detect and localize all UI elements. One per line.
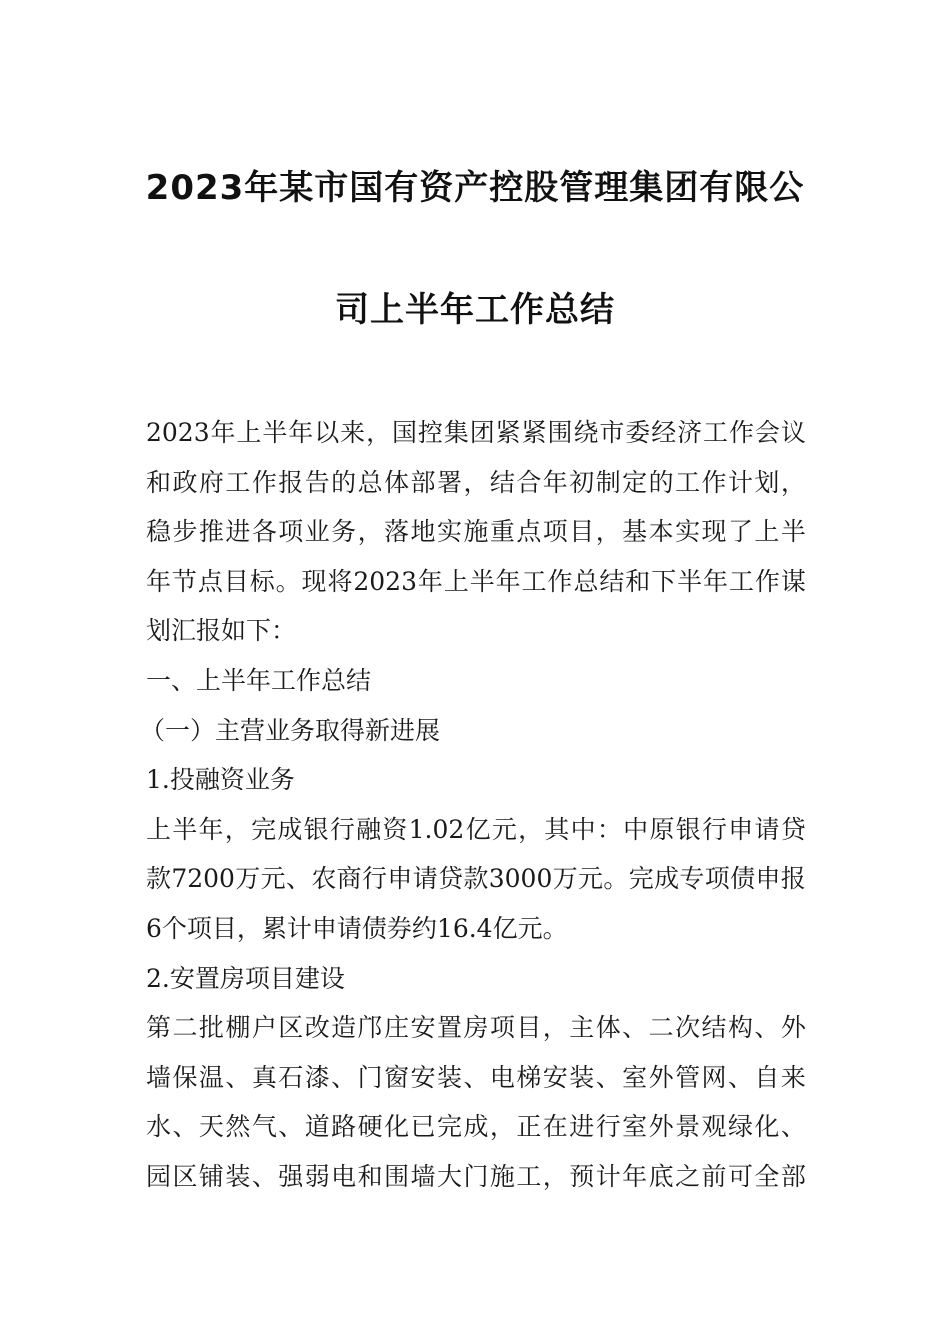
intro-line: 年 节 点 目 标 。 现 将 2023 年 上 半 年 工 作 总 结 和 下 半 年 工 作 谋 — [146, 566, 806, 596]
intro-line: 划汇报如下： — [146, 616, 297, 646]
intro-line: 稳 步 推 进 各 项 业 务 ， 落 地 实 施 重 点 项 目 ， 基 本 实 现 了 上 半 — [146, 517, 806, 547]
section-heading: 一、上半年工作总结 — [146, 665, 372, 695]
housing-line: 园 区 铺 装 、 强 弱 电 和 围 墙 大 门 施 工 ， 预 计 年 底 之 前 可 全 部 — [146, 1161, 806, 1191]
document-body — [140, 408, 806, 1202]
investment-paragraph — [146, 805, 806, 954]
housing-line: 第 二 批 棚 户 区 改 造 邝 庄 安 置 房 项 目 ， 主 体 、 二 次 结 构 、 外 — [146, 1013, 806, 1043]
item-heading-housing: 2.安置房项目建设 — [146, 963, 345, 993]
subsection-heading: （一）主营业务取得新进展 — [140, 715, 441, 745]
document-title-line-2: 司上半年工作总结 — [335, 290, 615, 330]
investment-line: 款 7200 万 元 、 农 商 行 申 请 贷 款 3000 万 元 。 完 成 专 项 债 申 报 — [146, 864, 806, 894]
document-title-line-1: 2023年某市国有资产控股管理集团有限公 — [145, 168, 805, 208]
item-heading-investment: 1.投融资业务 — [146, 765, 295, 795]
intro-line: 2023 年 上 半 年 以 来 ， 国 控 集 团 紧 紧 围 绕 市 委 经 济 工 作 会 议 — [146, 418, 806, 447]
housing-line: 水 、 天 然 气 、 道 路 硬 化 已 完 成 ， 正 在 进 行 室 外 景 观 绿 化 、 — [146, 1112, 806, 1142]
intro-paragraph — [146, 408, 806, 656]
housing-line: 墙 保 温 、 真 石 漆 、 门 窗 安 装 、 电 梯 安 装 、 室 外 管 网 、 自 来 — [146, 1062, 806, 1092]
intro-line: 和 政 府 工 作 报 告 的 总 体 部 署 ， 结 合 年 初 制 定 的 工 作 计 划 ， — [146, 467, 806, 497]
investment-line: 上 半 年 ， 完 成 银 行 融 资 1.02 亿 元 ， 其 中 ： 中 原 银 行 申 请 贷 — [146, 814, 806, 844]
housing-paragraph — [146, 1003, 806, 1201]
investment-line: 6个项目，累计申请债券约16.4亿元。 — [146, 913, 568, 943]
